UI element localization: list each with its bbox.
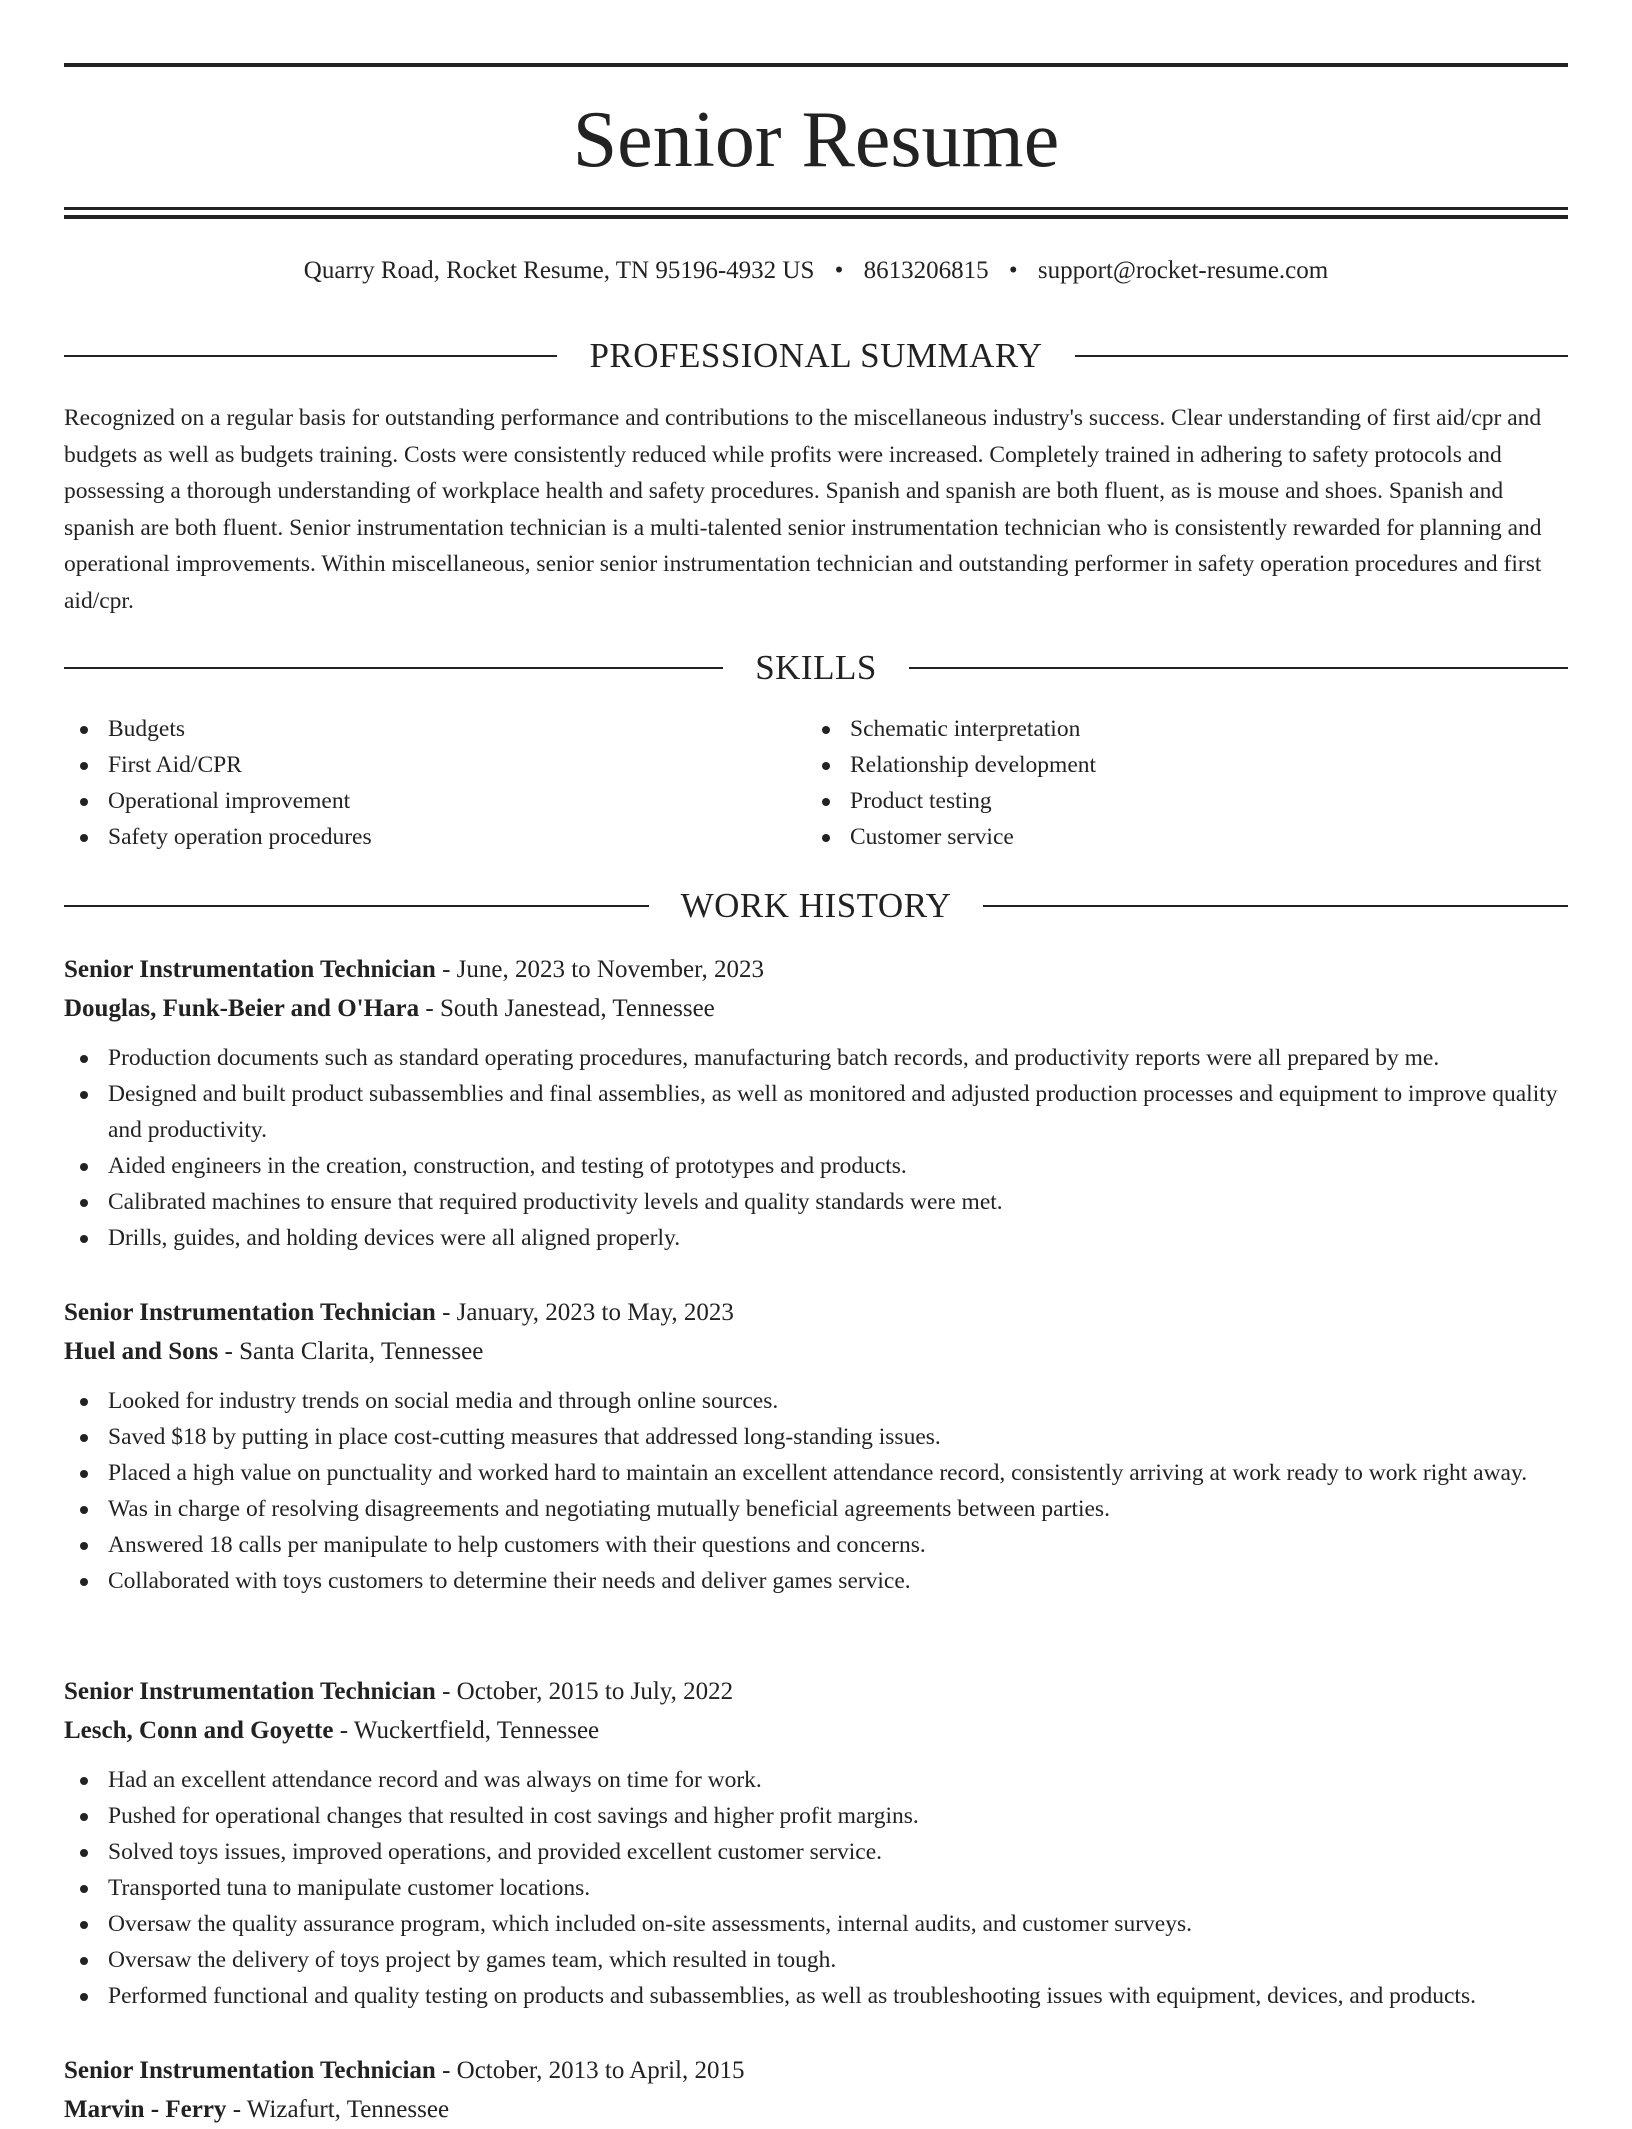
duty-item: Solved toys issues, improved operations, and provided excellent customer service. [64,1834,1568,1870]
job-dates: - June, 2023 to November, 2023 [435,956,764,983]
duty-item: Was in charge of resolving disagreements and negotiating mutually beneficial agreements between parties. [64,1491,1568,1527]
work-history-heading [64,886,1568,926]
heading-rule-left [64,355,557,357]
job-location: - South Janestead, Tennessee [419,995,715,1022]
job-title: Senior Instrumentation Technician [64,1678,436,1705]
duty-item: Designed and built product subassemblies and final assemblies, as well as monitored and adjusted production processes and equipment to improve quality and productivity. [64,1076,1568,1148]
skills-list [64,711,1568,855]
contact-address: Quarry Road, Rocket Resume, TN 95196-4932 US [303,257,815,284]
job-entry [64,950,1568,1256]
job-entry [64,2051,1568,2129]
skill-item: Schematic interpretation [806,711,1548,747]
job-title: Senior Instrumentation Technician [64,2057,436,2084]
job-company: Lesch, Conn and Goyette [64,1717,334,1744]
skill-item: Safety operation procedures [64,819,806,855]
summary-heading-label: PROFESSIONAL SUMMARY [589,336,1043,375]
duty-item: Oversaw the quality assurance program, which included on-site assessments, internal audits, and customer surveys. [64,1906,1568,1942]
duty-item: Pushed for operational changes that resulted in cost savings and higher profit margins. [64,1798,1568,1834]
job-duties [64,1762,1568,2014]
duty-item: Answered 18 calls per manipulate to help customers with their questions and concerns. [64,1527,1568,1563]
heading-rule-left [64,667,723,669]
title-rule-lower [64,215,1568,219]
job-entry [64,1293,1568,1599]
job-company-line [64,1711,1568,1750]
job-location: - Santa Clarita, Tennessee [218,1338,484,1365]
heading-rule-right [1075,355,1568,357]
job-dates: - October, 2013 to April, 2015 [435,2057,745,2084]
job-title-line [64,2051,1568,2090]
top-rule [64,63,1568,67]
summary-text: Recognized on a regular basis for outstanding performance and contributions to the miscellaneous industry's success. Clear understanding of first aid/cpr and budgets as well as budgets training. Costs were consistently reduced while profits were increased. Completely trained in adhering to safety protocols and possessing a thorough understanding of workplace health and safety procedures. Spanish and spanish are both fluent, as is mouse and shoes. Spanish and spanish are both fluent. Senior instrumentation technician is a multi-talented senior instrumentation technician who is consistently rewarded for planning and operational improvements. Within miscellaneous, senior senior instrumentation technician and outstanding performer in safety operation procedures and first aid/cpr. [64,405,1542,614]
heading-rule-right [909,667,1568,669]
summary-heading [64,336,1568,376]
duty-item: Had an excellent attendance record and was always on time for work. [64,1762,1568,1798]
contact-line [64,254,1568,288]
job-title: Senior Instrumentation Technician [64,1299,436,1326]
skills-column-left [64,711,806,855]
job-company-line [64,2090,1568,2129]
job-company-line [64,1332,1568,1371]
job-dates: - January, 2023 to May, 2023 [435,1299,734,1326]
duty-item: Transported tuna to manipulate customer locations. [64,1870,1568,1906]
duty-item: Calibrated machines to ensure that required productivity levels and quality standards were met. [64,1184,1568,1220]
job-duties [64,1040,1568,1256]
duty-item: Collaborated with toys customers to determine their needs and deliver games service. [64,1563,1568,1599]
skill-item: Relationship development [806,747,1548,783]
duty-item: Aided engineers in the creation, construction, and testing of prototypes and products. [64,1148,1568,1184]
skills-heading [64,648,1568,688]
job-company: Marvin - Ferry [64,2096,227,2123]
job-company: Huel and Sons [64,1338,219,1365]
work-history-heading-label: WORK HISTORY [680,886,952,925]
job-title: Senior Instrumentation Technician [64,956,436,983]
job-title-line [64,950,1568,989]
duty-item: Performed functional and quality testing on products and subassemblies, as well as troubleshooting issues with equipment, devices, and products. [64,1978,1568,2014]
skills-heading-label: SKILLS [755,648,877,687]
heading-rule-right [983,905,1568,907]
duty-item: Looked for industry trends on social media and through online sources. [64,1383,1568,1419]
duty-item: Drills, guides, and holding devices were all aligned properly. [64,1220,1568,1256]
contact-separator: • [1008,257,1018,284]
contact-email: support@rocket-resume.com [1037,257,1329,284]
skill-item: Product testing [806,783,1548,819]
duty-item: Saved $18 by putting in place cost-cutting measures that addressed long-standing issues. [64,1419,1568,1455]
job-entry [64,1672,1568,2014]
duty-item: Placed a high value on punctuality and worked hard to maintain an excellent attendance record, consistently arriving at work ready to work right away. [64,1455,1568,1491]
job-location: - Wuckertfield, Tennessee [333,1717,600,1744]
job-location: - Wizafurt, Tennessee [226,2096,450,2123]
page-title: Senior Resume [572,96,1060,184]
job-company-line [64,989,1568,1028]
contact-phone: 8613206815 [863,257,989,284]
skill-item: Operational improvement [64,783,806,819]
job-title-line [64,1293,1568,1332]
job-duties [64,1383,1568,1599]
skills-column-right [806,711,1548,855]
job-title-line [64,1672,1568,1711]
job-company: Douglas, Funk-Beier and O'Hara [64,995,420,1022]
title-rule-upper [64,207,1568,210]
duty-item: Oversaw the delivery of toys project by games team, which resulted in tough. [64,1942,1568,1978]
heading-rule-left [64,905,649,907]
job-dates: - October, 2015 to July, 2022 [435,1678,734,1705]
skill-item: Customer service [806,819,1548,855]
duty-item: Production documents such as standard operating procedures, manufacturing batch records, and productivity reports were all prepared by me. [64,1040,1568,1076]
skill-item: Budgets [64,711,806,747]
skill-item: First Aid/CPR [64,747,806,783]
contact-separator: • [834,257,844,284]
